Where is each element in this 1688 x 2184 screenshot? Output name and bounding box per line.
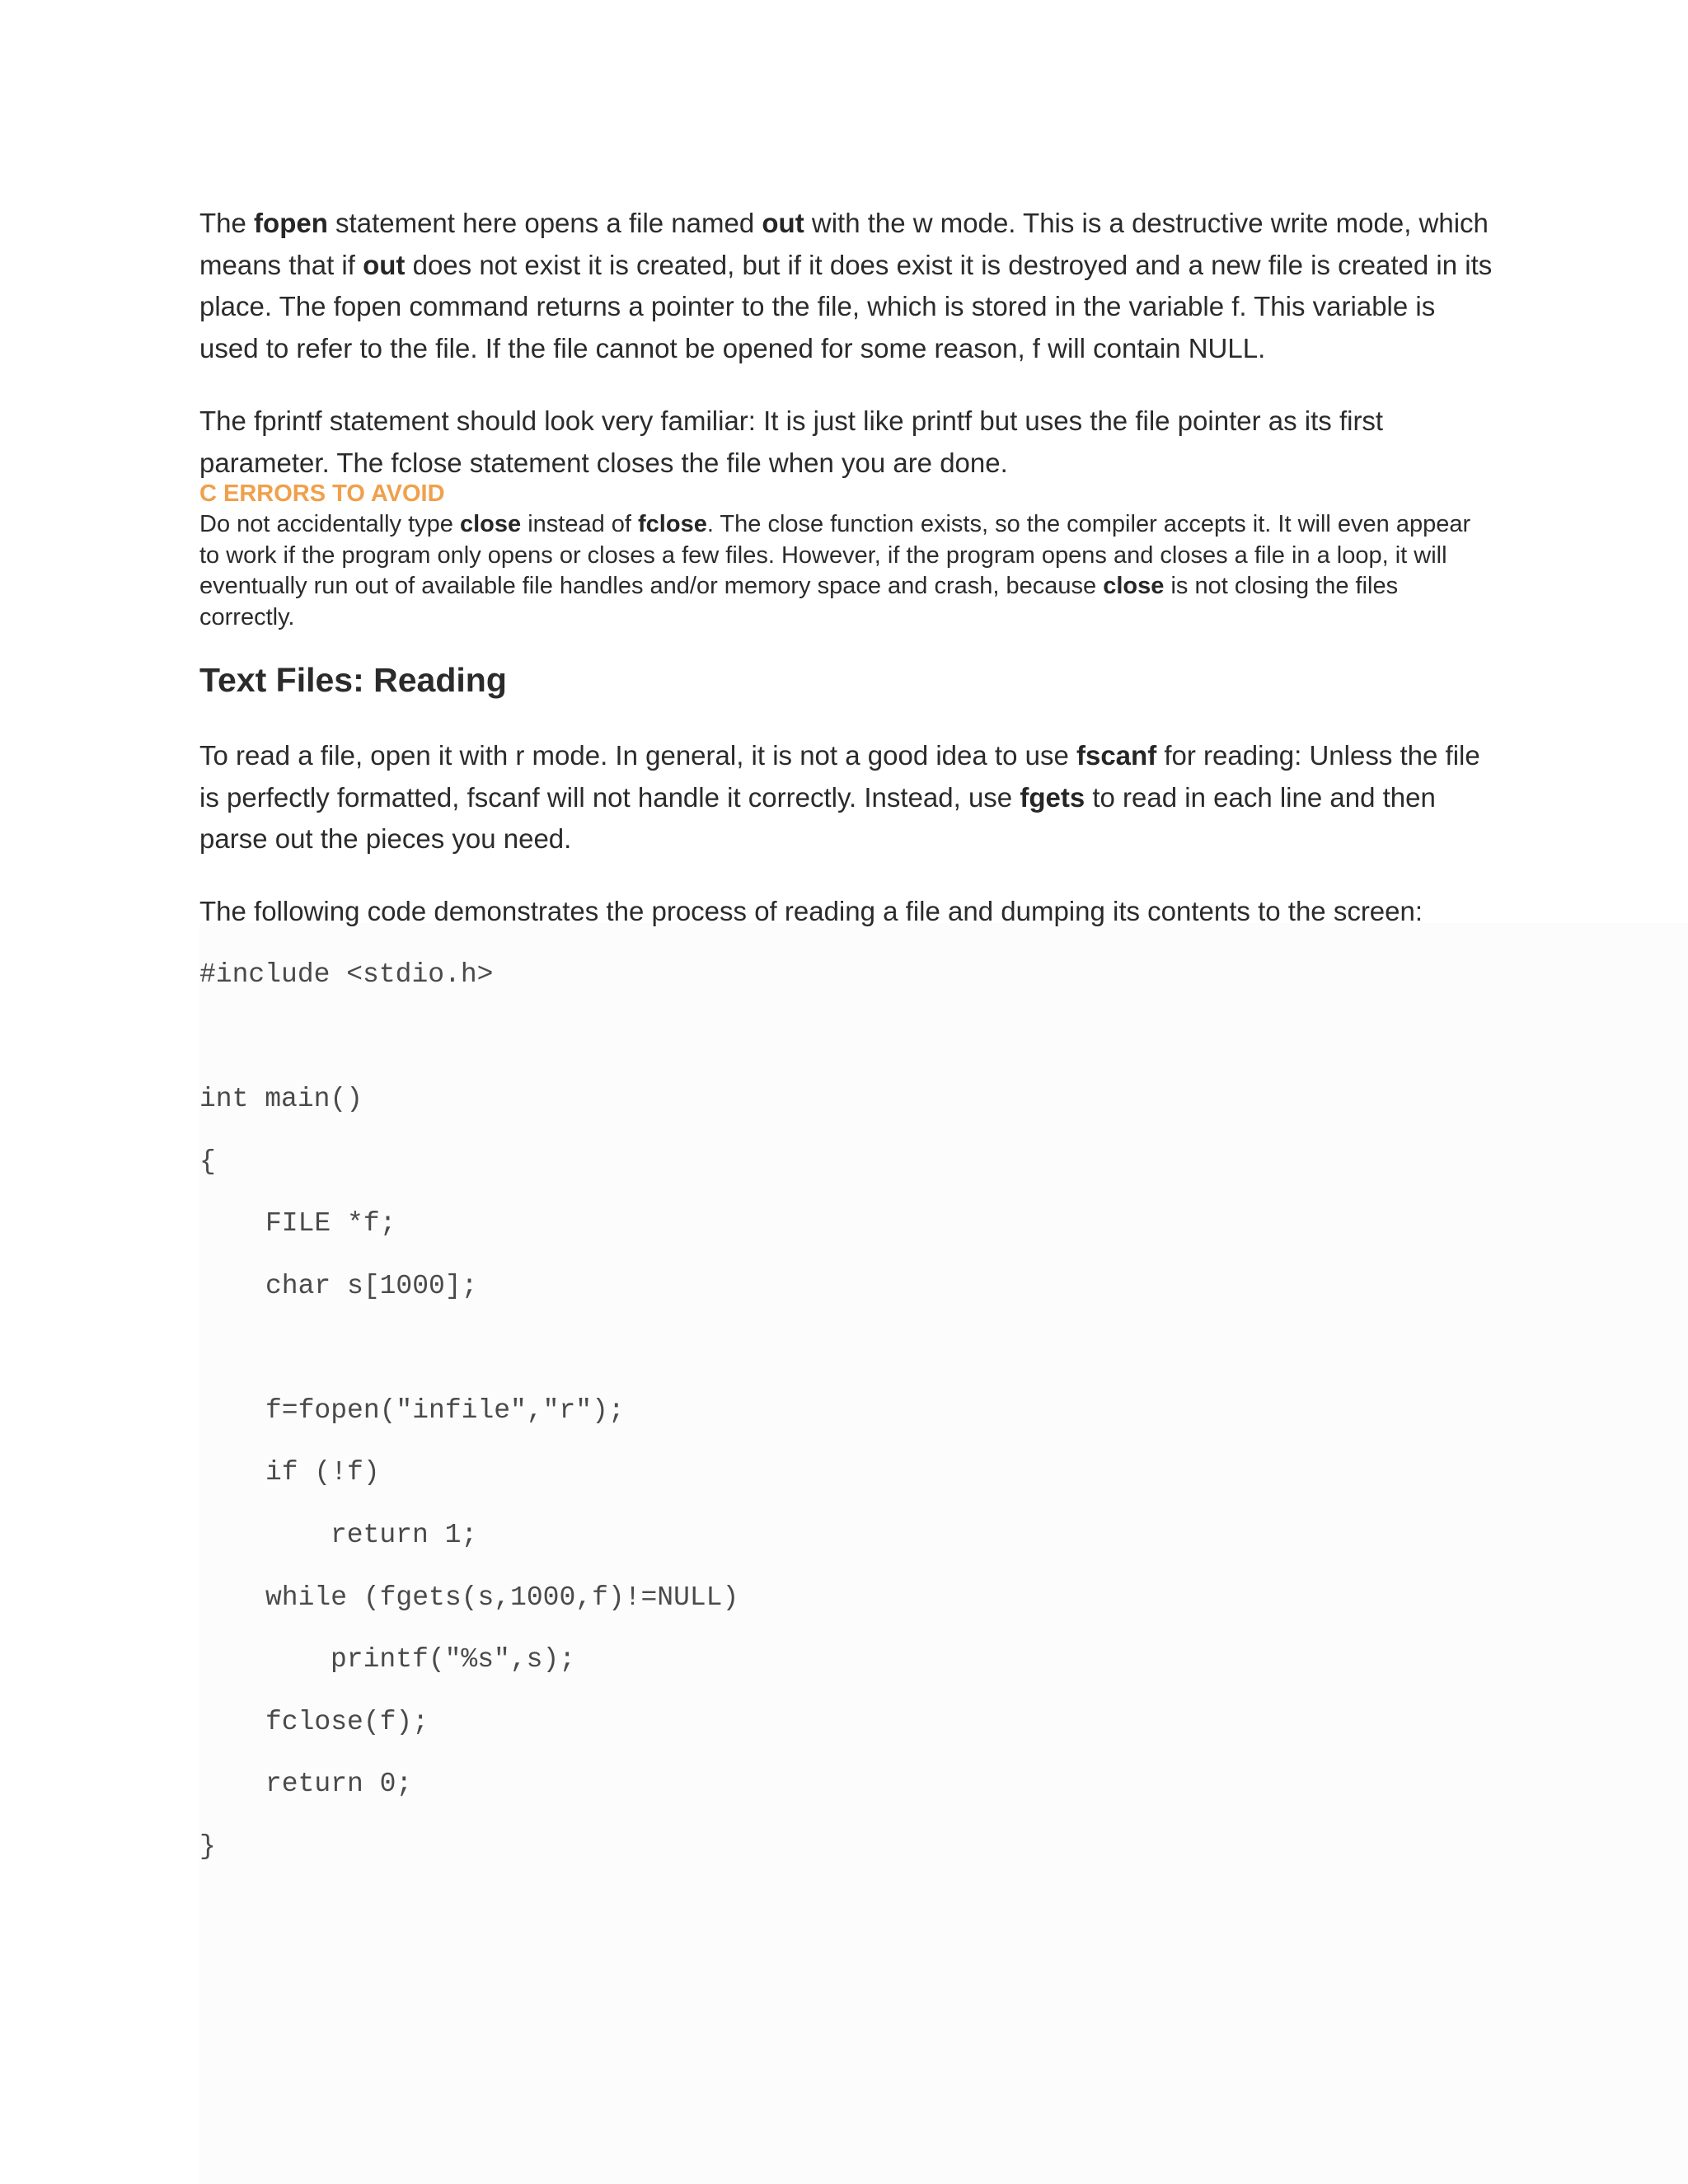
code-line-return-0: return 0;	[265, 1769, 413, 1799]
bold-term: fgets	[1020, 781, 1085, 813]
code-line-open-brace: {	[199, 1146, 216, 1177]
text-run: The fprintf statement should look very familiar: It is just like printf but uses the file pointer as its first parameter. The fclose statement closes the file when you are done.	[199, 405, 1384, 478]
bold-term: close	[1103, 573, 1165, 599]
text-run: The	[199, 208, 255, 238]
code-line-char-decl: char s[1000];	[265, 1271, 478, 1301]
code-line-include: #include <stdio.h>	[199, 959, 494, 990]
text-run: instead of	[521, 511, 639, 537]
code-line-fopen: f=fopen("infile","r");	[265, 1395, 625, 1426]
code-line-printf: printf("%s",s);	[331, 1644, 576, 1675]
paragraph-reading	[199, 735, 1493, 860]
text-run: The following code demonstrates the process of reading a file and dumping its contents to the screen:	[199, 896, 1423, 926]
text-run: does not exist it is created, but if it does exist it is destroyed and a new file is created in its place. The fopen command returns a pointer to the file, which is stored in the variable f. This variable is used to refer to the file. If the file cannot be opened for some reason, f will contain NULL.	[199, 249, 1493, 363]
bold-term: fopen	[254, 208, 328, 238]
paragraph-fopen	[199, 203, 1493, 369]
text-run: for reading: Unless the file is perfectly formatted, fscanf will not handle it correctly. Instead, use	[199, 740, 1480, 813]
code-line-main: int main()	[199, 1084, 363, 1114]
bold-term: out	[762, 208, 804, 238]
paragraph-code-intro	[199, 891, 1493, 933]
bold-term: fscanf	[1076, 740, 1157, 771]
code-line-close-brace: }	[199, 1831, 216, 1862]
bold-term: close	[459, 511, 522, 537]
bold-term: out	[363, 249, 406, 280]
bold-term: fclose	[638, 511, 707, 537]
text-run: is not closing the files correctly.	[199, 573, 1399, 630]
text-run: . The close function exists, so the compiler accepts it. It will even appear to work if the program only opens or closes a few files. However, if the program opens and closes a file in a loop, it will eventually run out of available file handles and/or memory space and crash, because	[199, 511, 1471, 599]
text-run: statement here opens a file named	[327, 208, 762, 238]
code-line-file-decl: FILE *f;	[265, 1208, 396, 1239]
code-block-background	[199, 923, 1688, 2184]
warning-heading: C ERRORS TO AVOID	[199, 480, 445, 507]
paragraph-fprintf	[199, 401, 1493, 484]
code-line-if: if (!f)	[265, 1457, 380, 1488]
code-line-return-1: return 1;	[331, 1520, 478, 1550]
text-run: with the w mode. This is a destructive write mode, which means that if	[199, 208, 1489, 280]
text-run: to read in each line and then parse out the pieces you need.	[199, 781, 1436, 854]
text-run: Do not accidentally type	[199, 511, 460, 537]
warning-body	[199, 509, 1485, 633]
code-line-while: while (fgets(s,1000,f)!=NULL)	[265, 1582, 739, 1613]
section-heading: Text Files: Reading	[199, 661, 507, 699]
code-line-fclose: fclose(f);	[265, 1707, 429, 1737]
text-run: To read a file, open it with r mode. In general, it is not a good idea to use	[199, 740, 1076, 771]
